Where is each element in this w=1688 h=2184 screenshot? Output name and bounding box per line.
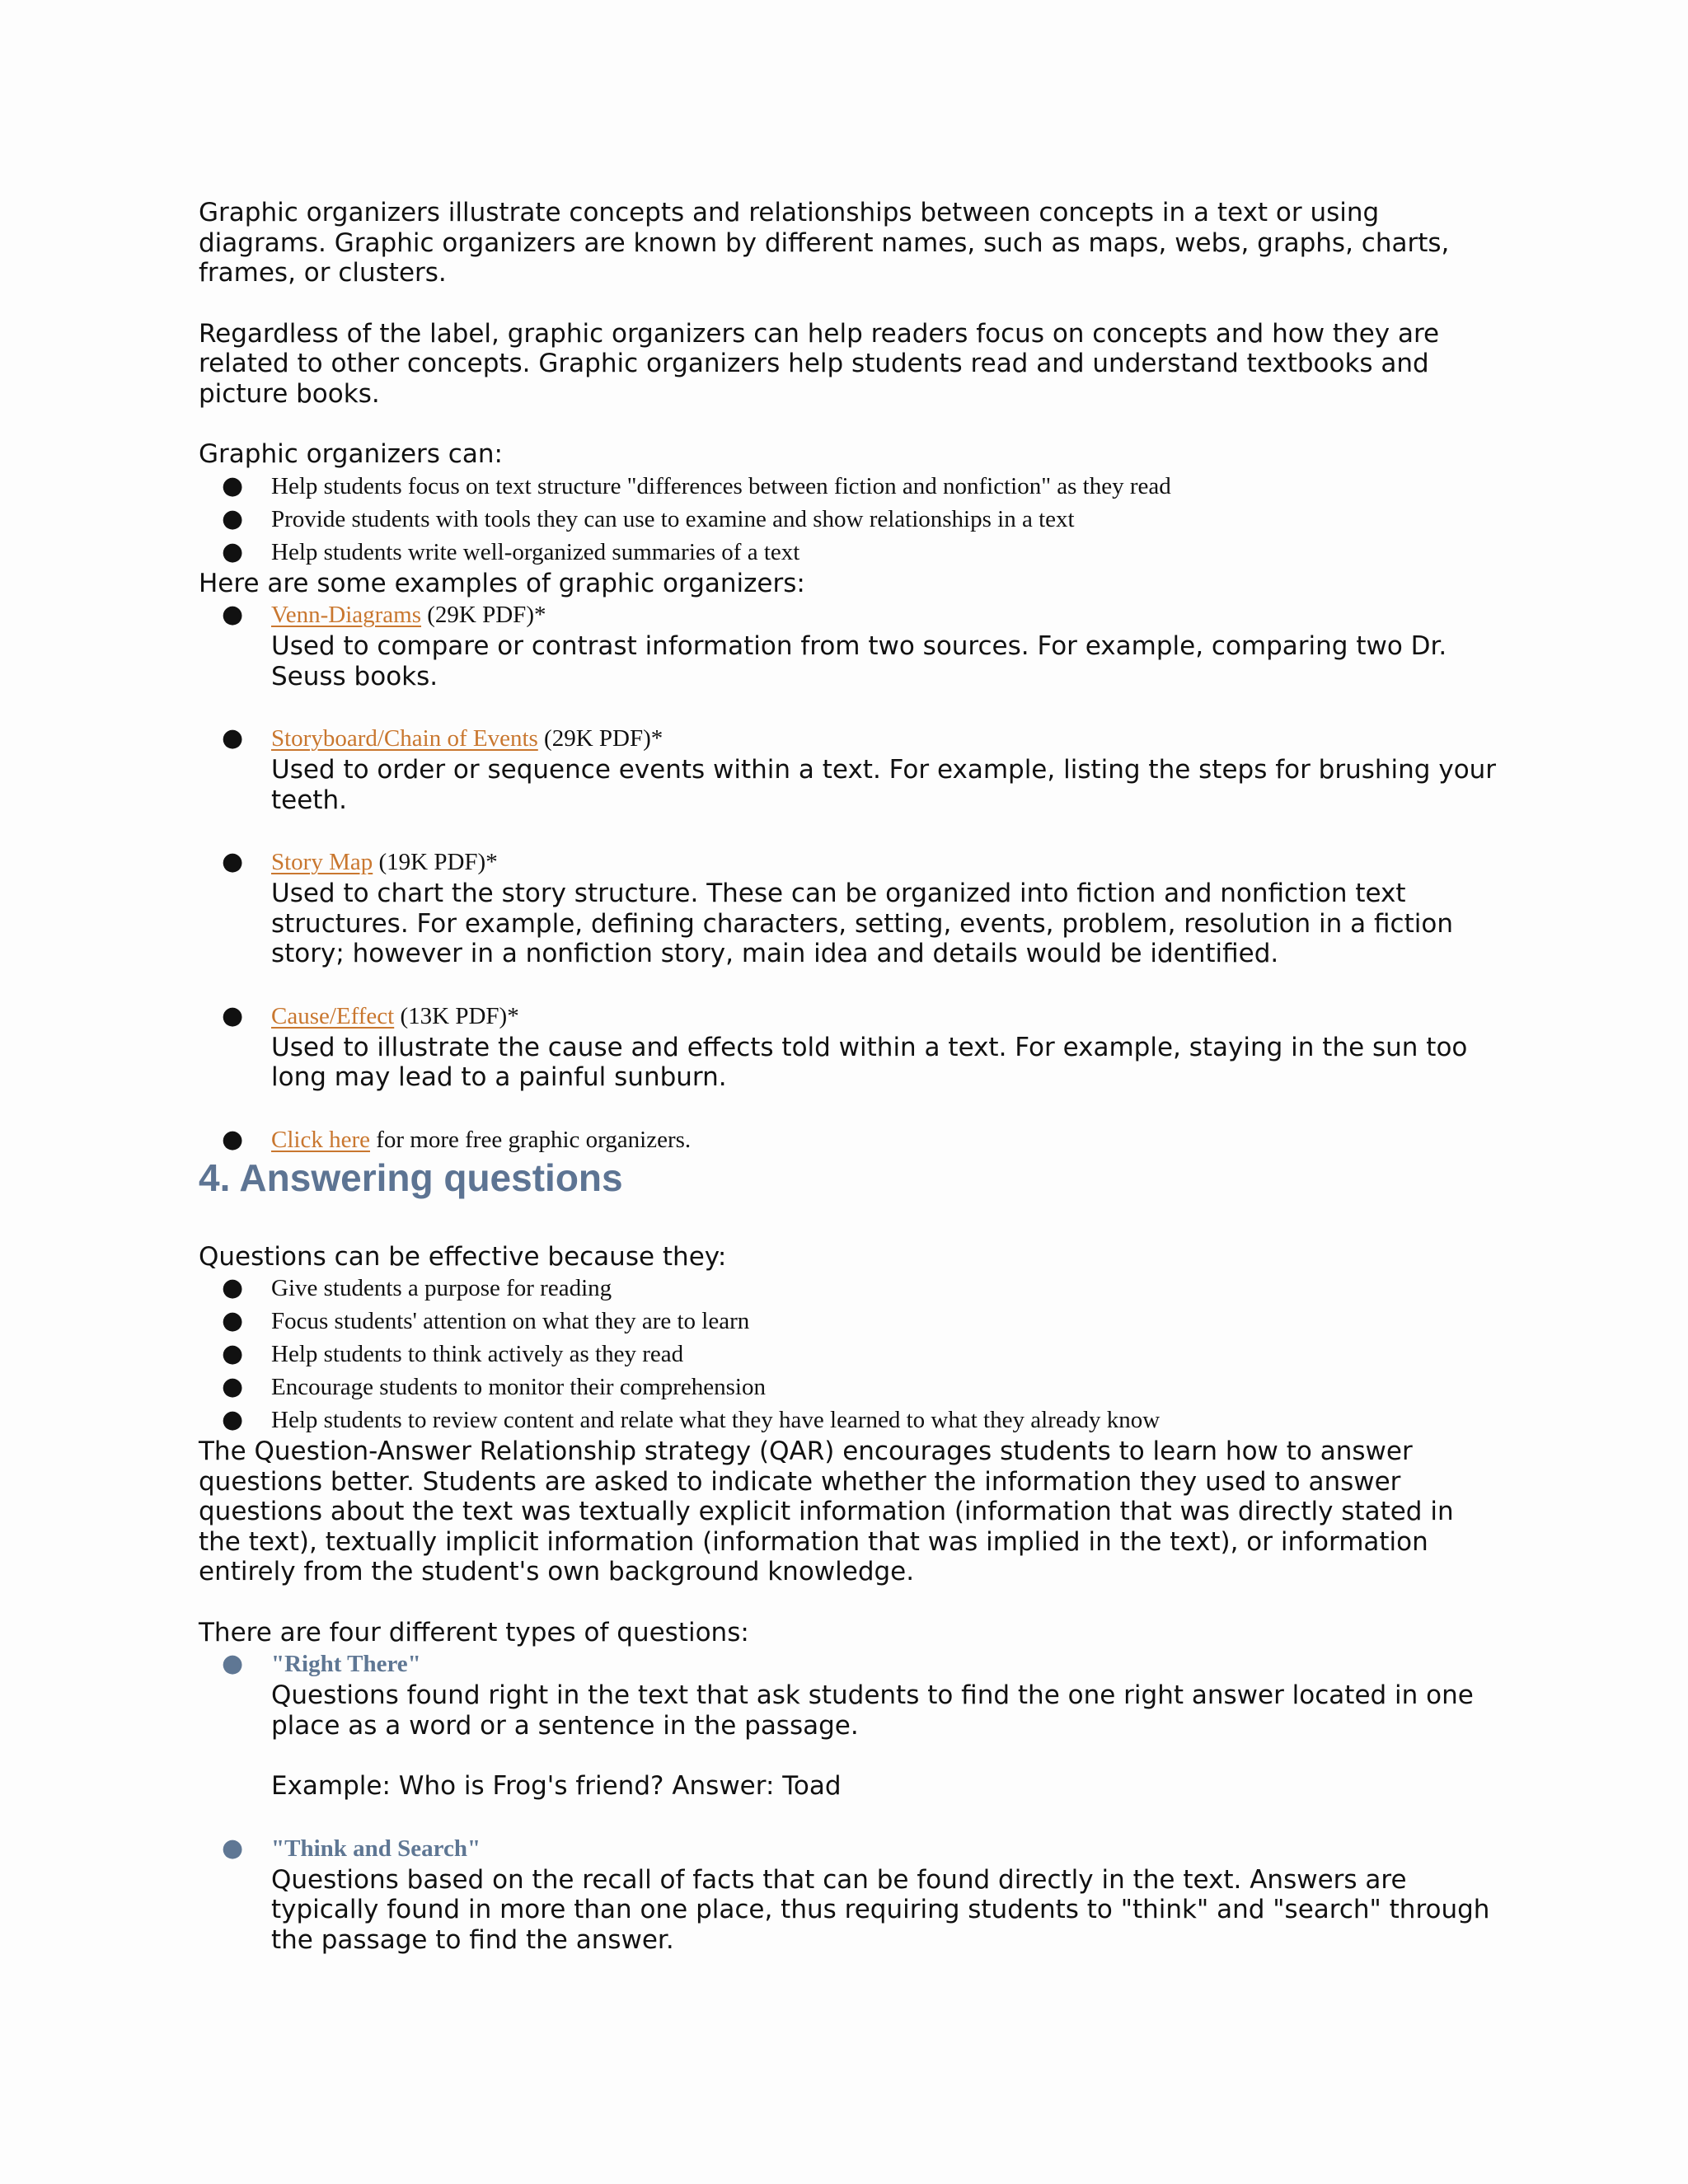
story-map-link[interactable]: Story Map (271, 849, 373, 875)
example-item-story-map (199, 846, 1501, 969)
list-item: ● Encourage students to monitor their comprehension (199, 1371, 1501, 1404)
example-description: Used to order or sequence events within a text. For example, listing the steps for brushing your teeth. (271, 755, 1497, 815)
bullet-icon: ● (222, 504, 244, 533)
bullet-icon: ● (222, 1001, 244, 1030)
list-item: ● Provide students with tools they can use to examine and show relationships in a text (199, 503, 1501, 536)
bullet-icon: ● (222, 1339, 244, 1368)
question-type-description: Questions based on the recall of facts that can be found directly in the text. Answers are typically found in more than one place, thus requiring students to "think" and "search" through the passage to find the answer. (271, 1864, 1490, 1955)
intro-paragraph-2: Regardless of the label, graphic organizers can help readers focus on concepts and how they are related to other concepts. Graphic organizers help students read and understand textbooks and picture books. (199, 318, 1440, 409)
file-size: (19K PDF)* (373, 849, 498, 875)
list-item: ● Give students a purpose for reading (199, 1272, 1501, 1305)
can-label: Graphic organizers can: (199, 439, 503, 469)
example-description: Used to compare or contrast information from two sources. For example, comparing two Dr. Seuss books. (271, 631, 1447, 691)
list-item: ● Help students write well-organized summaries of a text (199, 536, 1501, 569)
more-text: for more free graphic organizers. (369, 1126, 692, 1153)
effective-label: Questions can be effective because they: (199, 1241, 727, 1272)
can-list (199, 470, 1501, 569)
example-description: Used to chart the story structure. These can be organized into fiction and nonfiction text structures. For example, defining characters, setting, events, problem, resolution in a fiction story; however in a nonfiction story, main idea and details would be identified. (271, 879, 1453, 968)
effective-list (199, 1272, 1501, 1436)
click-here-link[interactable]: Click here (271, 1126, 370, 1153)
bullet-icon: ● (222, 600, 244, 629)
bullet-icon: ● (222, 1649, 244, 1678)
list-item: ● Help students to think actively as they read (199, 1338, 1501, 1371)
example-item-cause-effect (199, 1000, 1501, 1093)
question-type-think-and-search (199, 1832, 1501, 1956)
file-size: (13K PDF)* (394, 1002, 519, 1029)
file-size: (29K PDF)* (421, 602, 546, 628)
bullet-icon: ● (222, 537, 244, 566)
bullet-icon: ● (222, 1405, 244, 1434)
list-item: ● Help students focus on text structure "differences between fiction and nonfiction" as they read (199, 470, 1501, 503)
bullet-icon: ● (222, 1306, 244, 1335)
bullet-icon: ● (222, 1273, 244, 1302)
bullet-icon: ● (222, 1372, 244, 1401)
bullet-icon: ● (222, 471, 244, 500)
question-types-list (199, 1647, 1501, 1955)
types-label: There are four different types of questions: (199, 1617, 749, 1647)
bullet-icon: ● (222, 847, 244, 876)
list-item: ● Help students to review content and relate what they have learned to what they already know (199, 1404, 1501, 1436)
bullet-icon: ● (222, 1124, 244, 1154)
venn-diagrams-link[interactable]: Venn-Diagrams (271, 602, 422, 628)
list-item: ● Focus students' attention on what they are to learn (199, 1305, 1501, 1338)
intro-paragraph-1: Graphic organizers illustrate concepts and relationships between concepts in a text or using diagrams. Graphic organizers are known by different names, such as maps, webs, graphs, charts, frames, or clusters. (199, 198, 1450, 288)
examples-label: Here are some examples of graphic organizers: (199, 568, 805, 598)
qar-paragraph: The Question-Answer Relationship strategy (QAR) encourages students to learn how to answer questions better. Students are asked to indicate whether the information they used to answer questions about the text was textually explicit information (information that was directly stated in the text), textually implicit information (information that was implied in the text), or information entirely from the student's own background knowledge. (199, 1436, 1454, 1586)
bullet-icon: ● (222, 1833, 244, 1863)
bullet-icon: ● (222, 724, 244, 752)
example-item-storyboard (199, 722, 1501, 815)
question-type-title: "Right There" (271, 1651, 421, 1677)
question-type-title: "Think and Search" (271, 1835, 481, 1862)
document-page (199, 198, 1501, 1955)
section-heading: 4. Answering questions (199, 1155, 623, 1199)
file-size: (29K PDF)* (537, 725, 663, 752)
examples-list (199, 598, 1501, 1156)
storyboard-link[interactable]: Storyboard/Chain of Events (271, 725, 538, 752)
question-type-description: Questions found right in the text that ask students to find the one right answer located in one place as a word or a sentence in the passage. (271, 1680, 1474, 1741)
cause-effect-link[interactable]: Cause/Effect (271, 1002, 395, 1029)
question-type-example: Example: Who is Frog's friend? Answer: Toad (271, 1771, 842, 1801)
example-item-more (199, 1123, 1501, 1156)
question-type-right-there (199, 1647, 1501, 1802)
example-item-venn (199, 598, 1501, 691)
example-description: Used to illustrate the cause and effects told within a text. For example, staying in the sun too long may lead to a painful sunburn. (271, 1032, 1468, 1092)
